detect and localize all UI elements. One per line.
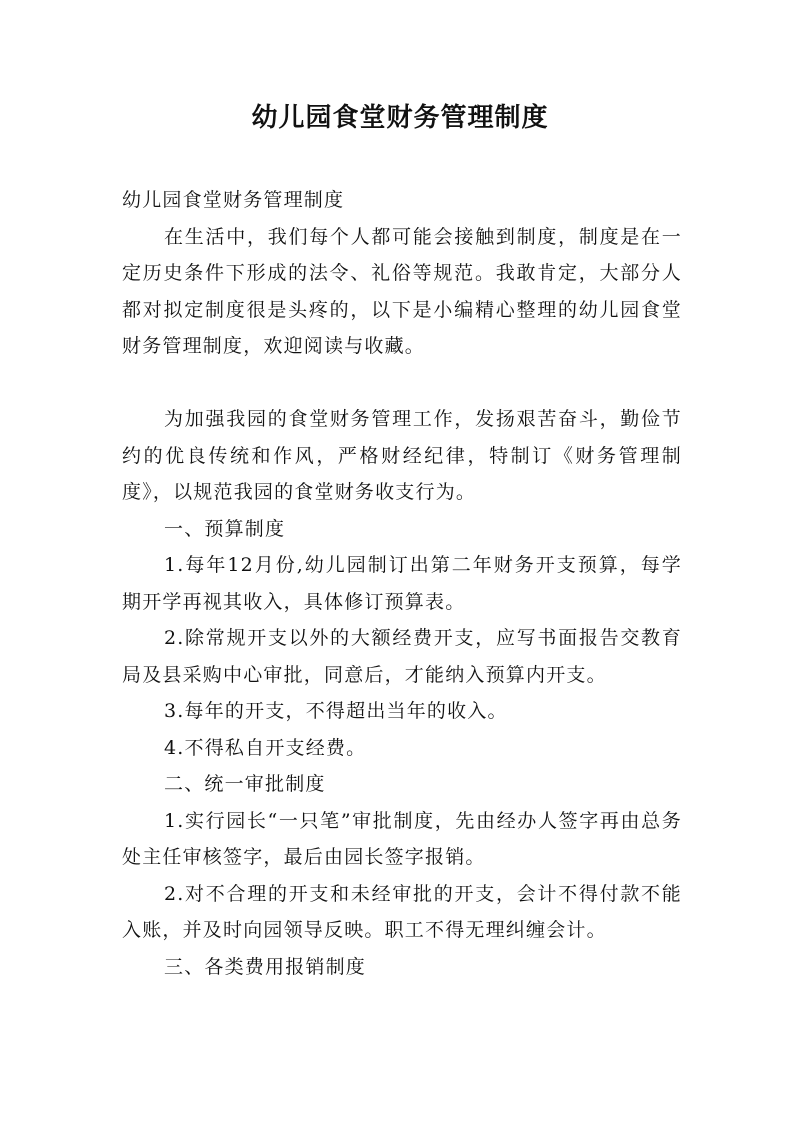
paragraph-gap <box>122 365 682 402</box>
approval-item-1: 1.实行园长“一只笔”审批制度，先由经办人签字再由总务处主任审核签字，最后由园长签字报销。 <box>122 809 682 868</box>
section-heading-reimbursement: 三、各类费用报销制度 <box>164 955 367 978</box>
section-heading-approval: 二、统一审批制度 <box>164 773 326 795</box>
section-heading-budget: 一、预算制度 <box>164 517 286 540</box>
approval-item-2: 2.对不合理的开支和未经审批的开支，会计不得付款不能入账，并及时向园领导反映。职工不得无理纠缠会计。 <box>122 882 682 941</box>
budget-item-2: 2.除常规开支以外的大额经费开支，应写书面报告交教育局及县采购中心审批，同意后，才能纳入预算内开支。 <box>122 627 682 686</box>
document-title: 幼儿园食堂财务管理制度 <box>251 103 549 133</box>
budget-item-3: 3.每年的开支，不得超出当年的收入。 <box>164 700 508 722</box>
budget-item-1: 1.每年12月份,幼儿园制订出第二年财务开支预算，每学期开学再视其收入，具体修订预算表。 <box>122 554 682 613</box>
intro-paragraph: 在生活中，我们每个人都可能会接触到制度，制度是在一定历史条件下形成的法令、礼俗等规范。我敢肯定，大部分人都对拟定制度很是头疼的，以下是小编精心整理的幼儿园食堂财务管理制度，欢迎阅读与收藏。 <box>122 225 682 357</box>
purpose-paragraph: 为加强我园的食堂财务管理工作，发扬艰苦奋斗，勤俭节约的优良传统和作风，严格财经纪律，特制订《财务管理制度》，以规范我园的食堂财务收支行为。 <box>122 408 682 503</box>
document-body <box>122 182 682 985</box>
document-subtitle: 幼儿园食堂财务管理制度 <box>122 189 345 211</box>
budget-item-4: 4.不得私自开支经费。 <box>164 736 367 759</box>
